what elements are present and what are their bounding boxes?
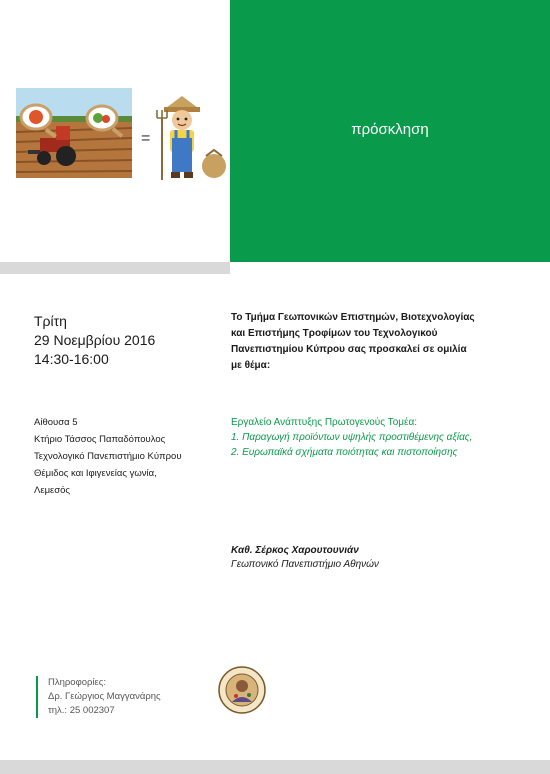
venue-line: Λεμεσός	[34, 485, 71, 496]
speaker-name: Καθ. Σέρκος Χαρουτουνιάν	[231, 545, 359, 556]
topic-item-1: 1. Παραγωγή προϊόντων υψηλής προστιθέμενης αξίας,	[231, 432, 473, 443]
topic-item-2: 2. Ευρωπαϊκά σχήματα ποιότητας και πιστοποίησης	[231, 447, 458, 458]
talk-topic	[231, 415, 531, 460]
university-seal-logo	[218, 666, 266, 714]
contact-info	[36, 676, 218, 718]
invitation-title: πρόσκληση	[351, 121, 429, 138]
event-date: 29 Νοεμβρίου 2016	[34, 332, 156, 348]
bottom-grey-band	[0, 760, 550, 774]
event-day: Τρίτη	[34, 313, 67, 329]
farm-field-image	[16, 88, 132, 178]
equals-sign: =	[141, 130, 151, 147]
venue-address	[34, 414, 224, 499]
contact-label: Πληροφορίες:	[48, 677, 106, 688]
topic-heading: Εργαλείο Ανάπτυξης Πρωτογενούς Τομέα:	[231, 417, 418, 428]
intro-line: με θέμα:	[231, 360, 271, 371]
event-time: 14:30-16:00	[34, 351, 109, 367]
event-date-block	[34, 312, 214, 369]
intro-line: Πανεπιστημίου Κύπρου σας προσκαλεί σε ομιλία	[231, 344, 467, 355]
venue-line: Θέμιδος και Ιφιγενείας γωνία,	[34, 468, 157, 479]
farmer-cartoon	[157, 96, 226, 180]
intro-line: και Επιστήμης Τροφίμων του Τεχνολογικού	[231, 328, 438, 339]
contact-phone: τηλ.: 25 002307	[48, 705, 115, 716]
venue-line: Τεχνολογικό Πανεπιστήμιο Κύπρου	[34, 451, 182, 462]
contact-person: Δρ. Γεώργιος Μαγγανάρης	[48, 691, 161, 702]
intro-line: Το Τμήμα Γεωπονικών Επιστημών, Βιοτεχνολογίας	[231, 312, 475, 323]
speaker-affiliation: Γεωπονικό Πανεπιστήμιο Αθηνών	[231, 559, 379, 570]
venue-line: Αίθουσα 5	[34, 417, 78, 428]
invitation-intro	[231, 310, 501, 374]
top-grey-band	[0, 262, 230, 274]
speaker-block	[231, 544, 491, 572]
farm-to-farmer-illustration	[16, 88, 230, 188]
venue-line: Κτήριο Τάσσος Παπαδόπουλος	[34, 434, 166, 445]
